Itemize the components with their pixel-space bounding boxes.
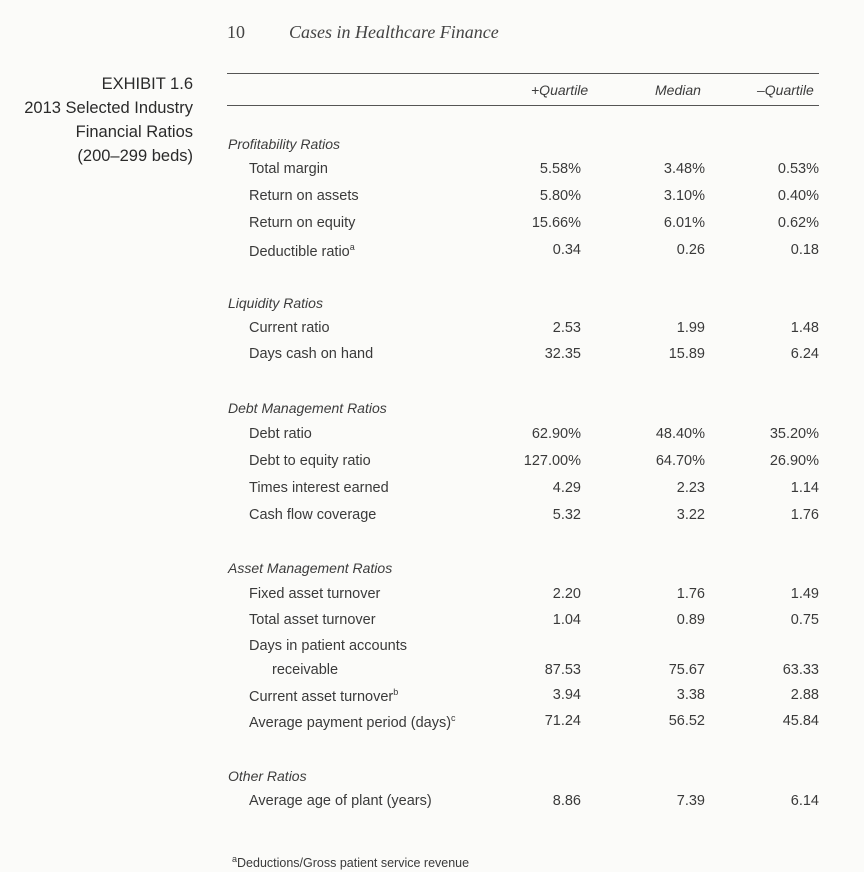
- cell-lower-quartile: 35.20%: [769, 426, 819, 442]
- row-label-text: Average payment period (days): [249, 714, 452, 731]
- row-label: Days in patient accounts: [249, 638, 407, 654]
- cell-median: 48.40%: [655, 426, 705, 442]
- cell-lower-quartile: 0.18: [790, 242, 819, 258]
- cell-median: 1.99: [676, 320, 705, 336]
- footnote: [232, 854, 469, 870]
- cell-lower-quartile: 1.49: [790, 586, 819, 602]
- cell-median: 3.10%: [663, 188, 705, 204]
- cell-upper-quartile: 3.94: [552, 687, 581, 703]
- cell-upper-quartile: 71.24: [544, 713, 581, 729]
- row-label: Days cash on hand: [249, 346, 374, 362]
- cell-median: 56.52: [668, 713, 705, 729]
- cell-lower-quartile: 6.24: [790, 346, 819, 362]
- cell-lower-quartile: 26.90%: [769, 453, 819, 469]
- cell-upper-quartile: 4.29: [552, 480, 581, 496]
- table-row: [0, 161, 864, 181]
- table-row: [0, 662, 864, 682]
- cell-upper-quartile: 32.35: [544, 346, 581, 362]
- cell-median: 64.70%: [655, 453, 705, 469]
- table-row: [0, 507, 864, 527]
- row-label: Return on equity: [249, 215, 356, 231]
- exhibit-caption: [0, 72, 193, 168]
- section-title-other: Other Ratios: [228, 768, 307, 784]
- cell-lower-quartile: 6.14: [790, 793, 819, 809]
- cell-upper-quartile: 5.32: [552, 507, 581, 523]
- table-row: [0, 638, 864, 658]
- row-label-text: Deductible ratio: [249, 243, 350, 260]
- table-row: [0, 793, 864, 813]
- section-title-liquidity: Liquidity Ratios: [228, 295, 323, 311]
- cell-upper-quartile: 5.80%: [539, 188, 581, 204]
- footnote-marker: b: [393, 687, 399, 697]
- cell-median: 2.23: [676, 480, 705, 496]
- cell-lower-quartile: 2.88: [790, 687, 819, 703]
- row-label: Return on assets: [249, 188, 359, 204]
- cell-upper-quartile: 2.53: [552, 320, 581, 336]
- table-row: [0, 453, 864, 473]
- row-label: Times interest earned: [249, 480, 389, 496]
- cell-upper-quartile: 2.20: [552, 586, 581, 602]
- table-row: [0, 713, 864, 733]
- cell-lower-quartile: 1.48: [790, 320, 819, 336]
- book-title: Cases in Healthcare Finance: [289, 22, 499, 42]
- row-label: Current ratio: [249, 320, 330, 336]
- exhibit-title-line: 2013 Selected Industry: [24, 99, 193, 117]
- row-label: [249, 687, 398, 705]
- table-row: [0, 346, 864, 366]
- column-header-lower-quartile: –Quartile: [757, 82, 814, 98]
- section-title-debt-management: Debt Management Ratios: [228, 400, 387, 416]
- cell-median: 15.89: [668, 346, 705, 362]
- table-row: [0, 426, 864, 446]
- section-title-asset-management: Asset Management Ratios: [228, 560, 393, 576]
- row-label: [249, 242, 355, 260]
- cell-median: 0.89: [676, 612, 705, 628]
- row-label: receivable: [272, 662, 339, 678]
- cell-median: 6.01%: [663, 215, 705, 231]
- table-row: [0, 215, 864, 235]
- cell-lower-quartile: 0.75: [790, 612, 819, 628]
- page-number: 10: [227, 22, 245, 42]
- cell-upper-quartile: 87.53: [544, 662, 581, 678]
- table-top-rule: [227, 73, 819, 74]
- exhibit-title-line: Financial Ratios: [75, 123, 193, 141]
- column-header-upper-quartile: +Quartile: [531, 82, 589, 98]
- row-label: Fixed asset turnover: [249, 586, 381, 602]
- footnote-marker: c: [451, 713, 456, 723]
- table-row: [0, 188, 864, 208]
- table-row: [0, 320, 864, 340]
- cell-median: 7.39: [676, 793, 705, 809]
- cell-upper-quartile: 62.90%: [531, 426, 581, 442]
- cell-median: 3.22: [676, 507, 705, 523]
- cell-median: 75.67: [668, 662, 705, 678]
- row-label-text: Current asset turnover: [249, 688, 394, 705]
- cell-upper-quartile: 5.58%: [539, 161, 581, 177]
- table-row: [0, 480, 864, 500]
- cell-upper-quartile: 1.04: [552, 612, 581, 628]
- cell-lower-quartile: 1.14: [790, 480, 819, 496]
- table-row: [0, 612, 864, 632]
- cell-lower-quartile: 63.33: [782, 662, 819, 678]
- row-label: Total margin: [249, 161, 328, 177]
- row-label: Debt ratio: [249, 426, 312, 442]
- cell-upper-quartile: 15.66%: [531, 215, 581, 231]
- cell-upper-quartile: 127.00%: [523, 453, 581, 469]
- table-header-rule: [227, 105, 819, 106]
- cell-median: 3.48%: [663, 161, 705, 177]
- column-header-median: Median: [655, 82, 701, 98]
- cell-median: 1.76: [676, 586, 705, 602]
- section-title-profitability: Profitability Ratios: [228, 136, 341, 152]
- exhibit-label: EXHIBIT 1.6: [101, 75, 193, 93]
- cell-median: 3.38: [676, 687, 705, 703]
- cell-lower-quartile: 0.40%: [777, 188, 819, 204]
- cell-upper-quartile: 0.34: [552, 242, 581, 258]
- cell-lower-quartile: 45.84: [782, 713, 819, 729]
- table-row: [0, 687, 864, 707]
- cell-lower-quartile: 1.76: [790, 507, 819, 523]
- footnote-text: Deductions/Gross patient service revenue: [237, 856, 470, 871]
- row-label: Average age of plant (years): [249, 793, 432, 809]
- footnote-marker: a: [349, 242, 355, 252]
- footnote-marker: a: [232, 854, 238, 864]
- row-label: Cash flow coverage: [249, 507, 377, 523]
- row-label: Debt to equity ratio: [249, 453, 371, 469]
- cell-lower-quartile: 0.62%: [777, 215, 819, 231]
- table-row: [0, 242, 864, 262]
- cell-upper-quartile: 8.86: [552, 793, 581, 809]
- exhibit-title-line: (200–299 beds): [77, 147, 193, 165]
- table-row: [0, 586, 864, 606]
- cell-lower-quartile: 0.53%: [777, 161, 819, 177]
- cell-median: 0.26: [676, 242, 705, 258]
- row-label: [249, 713, 456, 731]
- row-label: Total asset turnover: [249, 612, 376, 628]
